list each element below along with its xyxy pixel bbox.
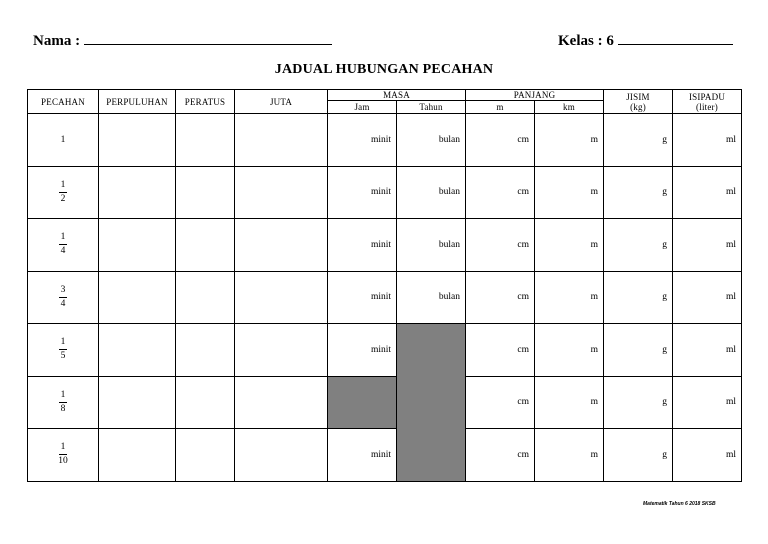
col-header-isipadu [673, 90, 742, 114]
page-title: JADUAL HUBUNGAN PECAHAN [274, 62, 494, 77]
fraction-denominator: 8 [60, 403, 66, 414]
col-header-perpuluhan: PERPULUHAN [99, 90, 176, 114]
fraction-denominator: 5 [60, 351, 66, 362]
km-answer-cell[interactable]: m [535, 271, 604, 324]
fraction-numerator: 1 [59, 232, 67, 245]
subheader-tahun: Tahun [397, 101, 466, 114]
fraction [59, 337, 67, 362]
col-header-peratus: PERATUS [176, 90, 235, 114]
tahun-answer-cell[interactable]: bulan [397, 219, 466, 272]
kelas-blank-line[interactable] [618, 33, 733, 45]
fraction-denominator: 4 [60, 246, 66, 257]
m-answer-cell[interactable]: cm [466, 324, 535, 377]
jam-answer-cell[interactable]: minit [328, 166, 397, 219]
m-answer-cell[interactable]: cm [466, 271, 535, 324]
isipadu-answer-cell[interactable]: ml [673, 376, 742, 429]
kelas-field[interactable] [558, 33, 733, 50]
subheader-jam: Jam [328, 101, 397, 114]
jam-answer-cell[interactable]: minit [328, 271, 397, 324]
km-answer-cell[interactable]: m [535, 429, 604, 482]
tahun-answer-cell[interactable]: bulan [397, 166, 466, 219]
perpuluhan-answer-cell[interactable] [99, 429, 176, 482]
fraction-cell [28, 166, 99, 219]
jisim-answer-cell[interactable]: g [604, 114, 673, 167]
perpuluhan-answer-cell[interactable] [99, 219, 176, 272]
table-row [28, 114, 742, 167]
jisim-answer-cell[interactable]: g [604, 324, 673, 377]
fraction-denominator: 4 [60, 298, 66, 309]
juta-answer-cell[interactable] [235, 114, 328, 167]
subheader-m: m [466, 101, 535, 114]
isipadu-answer-cell[interactable]: ml [673, 324, 742, 377]
isipadu-unit: (liter) [696, 101, 718, 112]
fraction [59, 390, 67, 415]
jisim-answer-cell[interactable]: g [604, 429, 673, 482]
tahun-answer-cell[interactable]: bulan [397, 271, 466, 324]
table-row [28, 429, 742, 482]
isipadu-answer-cell[interactable]: ml [673, 429, 742, 482]
isipadu-answer-cell[interactable]: ml [673, 166, 742, 219]
juta-answer-cell[interactable] [235, 429, 328, 482]
km-answer-cell[interactable]: m [535, 324, 604, 377]
m-answer-cell[interactable]: cm [466, 114, 535, 167]
fraction-numerator: 1 [59, 337, 67, 350]
juta-answer-cell[interactable] [235, 219, 328, 272]
kelas-label: Kelas : 6 [558, 33, 614, 49]
peratus-answer-cell[interactable] [176, 271, 235, 324]
nama-field[interactable] [33, 33, 332, 50]
jisim-answer-cell[interactable]: g [604, 219, 673, 272]
footer-credit: Matematik Tahun 6 2018 SKSB [643, 501, 716, 507]
peratus-answer-cell[interactable] [176, 429, 235, 482]
jisim-unit: (kg) [630, 101, 646, 112]
perpuluhan-answer-cell[interactable] [99, 114, 176, 167]
tahun-answer-cell[interactable]: bulan [397, 114, 466, 167]
peratus-answer-cell[interactable] [176, 376, 235, 429]
isipadu-answer-cell[interactable]: ml [673, 271, 742, 324]
col-header-jisim [604, 90, 673, 114]
fraction-cell: 1 [28, 114, 99, 167]
col-header-masa: MASA [328, 90, 466, 101]
jam-answer-cell[interactable]: minit [328, 219, 397, 272]
km-answer-cell[interactable]: m [535, 376, 604, 429]
m-answer-cell[interactable]: cm [466, 166, 535, 219]
km-answer-cell[interactable]: m [535, 114, 604, 167]
km-answer-cell[interactable]: m [535, 219, 604, 272]
table-row [28, 271, 742, 324]
m-answer-cell[interactable]: cm [466, 376, 535, 429]
table-row [28, 166, 742, 219]
fraction-numerator: 1 [59, 180, 67, 193]
isipadu-answer-cell[interactable]: ml [673, 114, 742, 167]
jisim-label: JISIM [626, 91, 650, 102]
col-header-pecahan: PECAHAN [28, 90, 99, 114]
nama-label: Nama : [33, 33, 81, 49]
fraction-numerator: 1 [59, 442, 67, 455]
fraction-cell [28, 429, 99, 482]
peratus-answer-cell[interactable] [176, 324, 235, 377]
subheader-km: km [535, 101, 604, 114]
km-answer-cell[interactable]: m [535, 166, 604, 219]
jam-answer-cell[interactable]: minit [328, 114, 397, 167]
juta-answer-cell[interactable] [235, 271, 328, 324]
fraction-cell [28, 219, 99, 272]
juta-answer-cell[interactable] [235, 166, 328, 219]
col-header-juta: JUTA [235, 90, 328, 114]
m-answer-cell[interactable]: cm [466, 219, 535, 272]
table-row [28, 376, 742, 429]
fraction-cell [28, 376, 99, 429]
shaded-jam-cell [328, 376, 397, 429]
peratus-answer-cell[interactable] [176, 114, 235, 167]
perpuluhan-answer-cell[interactable] [99, 324, 176, 377]
jam-answer-cell[interactable]: minit [328, 429, 397, 482]
fraction-cell [28, 271, 99, 324]
isipadu-answer-cell[interactable]: ml [673, 219, 742, 272]
fraction-numerator: 1 [59, 390, 67, 403]
fraction-denominator: 2 [60, 193, 66, 204]
perpuluhan-answer-cell[interactable] [99, 271, 176, 324]
fraction-relationship-table [27, 89, 742, 482]
fraction-numerator: 3 [59, 285, 67, 298]
perpuluhan-answer-cell[interactable] [99, 166, 176, 219]
col-header-panjang: PANJANG [466, 90, 604, 101]
fraction-cell [28, 324, 99, 377]
table-row [28, 324, 742, 377]
fraction [59, 180, 67, 205]
perpuluhan-answer-cell[interactable] [99, 376, 176, 429]
peratus-answer-cell[interactable] [176, 219, 235, 272]
fraction [58, 442, 68, 467]
jisim-answer-cell[interactable]: g [604, 376, 673, 429]
juta-answer-cell[interactable] [235, 376, 328, 429]
isipadu-label: ISIPADU [688, 91, 726, 102]
table-row [28, 219, 742, 272]
jam-answer-cell[interactable]: minit [328, 324, 397, 377]
jisim-answer-cell[interactable]: g [604, 166, 673, 219]
nama-blank-line[interactable] [84, 33, 332, 45]
fraction [59, 232, 67, 257]
jisim-answer-cell[interactable]: g [604, 271, 673, 324]
fraction-denominator: 10 [58, 456, 68, 467]
m-answer-cell[interactable]: cm [466, 429, 535, 482]
shaded-tahun-cell [397, 324, 466, 482]
fraction [59, 285, 67, 310]
juta-answer-cell[interactable] [235, 324, 328, 377]
peratus-answer-cell[interactable] [176, 166, 235, 219]
